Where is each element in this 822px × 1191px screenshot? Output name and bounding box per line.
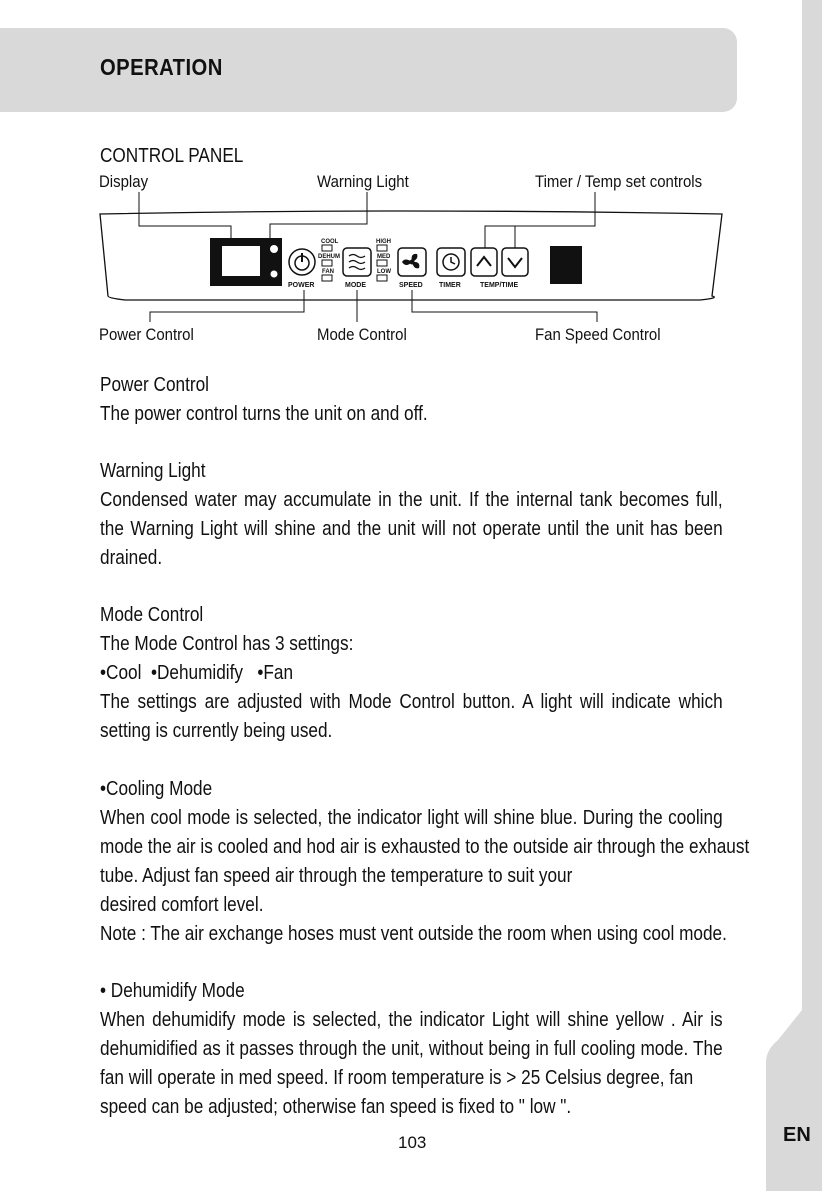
warning-line-1: Condensed water may accumulate in the unit. If the internal tank becomes full, xyxy=(100,489,723,511)
button-label-mode: MODE xyxy=(345,282,366,289)
mode-line-2: •Cool •Dehumidify •Fan xyxy=(100,662,294,684)
power-line-1: The power control turns the unit on and off. xyxy=(100,403,428,425)
indicator-label-fan: FAN xyxy=(322,269,334,275)
cooling-line-2: mode the air is cooled and hod air is exhausted to the outside air through the exhaust xyxy=(100,836,750,858)
mode-line-1: The Mode Control has 3 settings: xyxy=(100,633,354,655)
section-title-mode: Mode Control xyxy=(100,604,204,626)
page-number: 103 xyxy=(398,1133,427,1152)
button-label-power: POWER xyxy=(288,282,315,289)
callout-warning-light: Warning Light xyxy=(317,172,409,191)
cooling-line-1: When cool mode is selected, the indicator light will shine blue. During the cooling xyxy=(100,807,723,829)
section-title-power: Power Control xyxy=(100,374,209,396)
control-panel-heading: CONTROL PANEL xyxy=(100,145,244,167)
mode-indicators xyxy=(322,245,332,281)
timer-button[interactable] xyxy=(437,248,465,276)
dehumidify-line-3: fan will operate in med speed. If room temperature is > 25 Celsius degree, fan xyxy=(100,1067,694,1089)
dehumidify-line-1: When dehumidify mode is selected, the indicator Light will shine yellow . Air is xyxy=(100,1009,723,1031)
indicator-label-dehum: DEHUM xyxy=(318,254,340,260)
display-screen xyxy=(210,238,282,286)
dehumidify-line-4: speed can be adjusted; otherwise fan speed is fixed to " low ". xyxy=(100,1096,572,1118)
speed-button[interactable] xyxy=(398,248,426,276)
button-label-speed: SPEED xyxy=(399,282,423,289)
indicator-label-low: LOW xyxy=(377,269,391,275)
callout-timer-temp: Timer / Temp set controls xyxy=(535,172,703,191)
indicator-label-med: MED xyxy=(377,254,391,260)
cooling-line-3: tube. Adjust fan speed air through the temperature to suit your xyxy=(100,865,573,887)
dehumidify-line-2: dehumidified as it passes through the unit, without being in full cooling mode. The xyxy=(100,1038,723,1060)
section-title-cooling: •Cooling Mode xyxy=(100,778,213,800)
mode-line-4: setting is currently being used. xyxy=(100,720,333,742)
language-tab-label: EN xyxy=(783,1124,811,1146)
section-header xyxy=(0,28,737,112)
mode-line-3: The settings are adjusted with Mode Control button. A light will indicate which xyxy=(100,691,723,713)
temp-up-button[interactable] xyxy=(471,248,497,276)
speed-indicators xyxy=(377,245,387,281)
section-title-dehumidify: • Dehumidify Mode xyxy=(100,980,245,1002)
language-side-tab xyxy=(766,0,822,1191)
indicator-label-high: HIGH xyxy=(376,239,391,245)
button-label-timer: TIMER xyxy=(439,282,461,289)
page-title: OPERATION xyxy=(100,54,223,80)
callout-fan-speed-control: Fan Speed Control xyxy=(535,325,661,344)
mode-button[interactable] xyxy=(343,248,371,276)
indicator-label-cool: COOL xyxy=(321,239,339,245)
control-panel-diagram xyxy=(96,190,726,322)
warning-line-3: drained. xyxy=(100,547,163,569)
temp-down-button[interactable] xyxy=(502,248,528,276)
cooling-line-5: Note : The air exchange hoses must vent outside the room when using cool mode. xyxy=(100,923,727,945)
button-label-temp-time: TEMP/TIME xyxy=(480,282,519,289)
warning-line-2: the Warning Light will shine and the unit will not operate until the unit has been xyxy=(100,518,723,540)
section-title-warning: Warning Light xyxy=(100,460,206,482)
receiver-window xyxy=(550,246,582,284)
callout-mode-control: Mode Control xyxy=(317,325,407,344)
power-button[interactable] xyxy=(289,249,315,275)
callout-display: Display xyxy=(99,172,149,191)
cooling-line-4: desired comfort level. xyxy=(100,894,264,916)
callout-power-control: Power Control xyxy=(99,325,194,344)
